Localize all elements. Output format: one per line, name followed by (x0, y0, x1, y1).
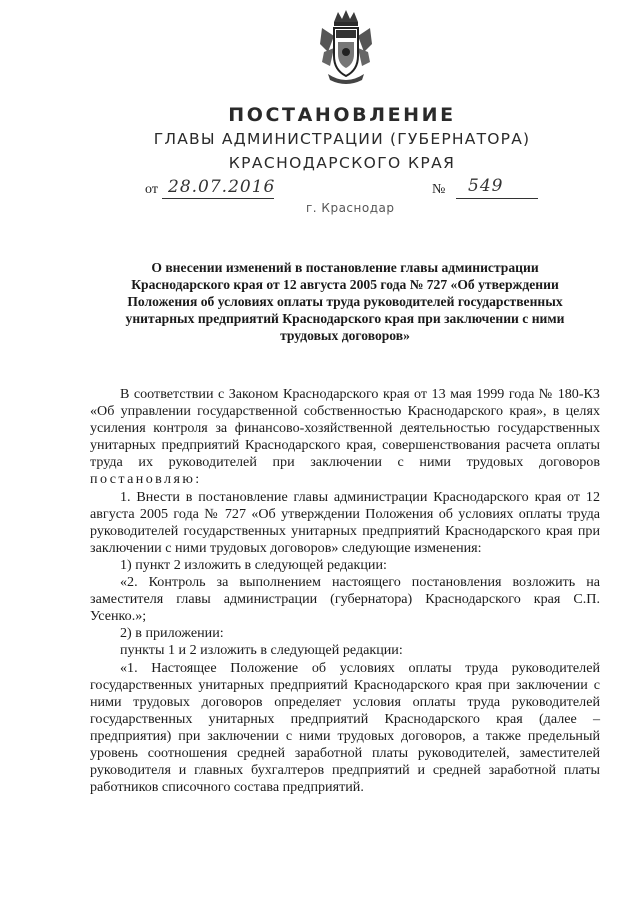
paragraph-item-1: 1. Внести в постановление главы администрации Краснодарского края от 12 августа 2005 года № 727 «Об утверждении Положения об условиях оплаты труда руководителей государственных унитарных предприятий Краснодарского края при заключении с ними трудовых договоров» следующие изменения: (90, 488, 600, 556)
document-title: О внесении изменений в постановление главы администрации Краснодарского края от 12 августа 2005 года № 727 «Об утверждении Положения об условиях оплаты труда руководителей государственных унитарных предприятий Краснодарского края при заключении с ними трудовых договоров» (125, 260, 565, 343)
paragraph-points: пункты 1 и 2 изложить в следующей редакции: (120, 642, 403, 659)
region-heading: КРАСНОДАРСКОГО КРАЯ (228, 154, 456, 172)
city-label: г. Краснодар (306, 201, 395, 215)
date-handwritten: 28.07.2016 (168, 177, 276, 197)
preamble-text: В соответствии с Законом Краснодарского края от 13 мая 1999 года № 180-КЗ «Об управлении государственной собственностью Краснодарского края», в целях усиления контроля за финансово-хозяйственной деятельностью государственных унитарных предприятий Краснодарского края, совершенствования расчета оплаты труда их руководителей при заключении с ними трудовых договоров (90, 386, 600, 471)
document-type-heading: ПОСТАНОВЛЕНИЕ (228, 104, 456, 126)
document-body (90, 386, 600, 796)
krasnodar-coat-of-arms-icon (318, 8, 374, 86)
paragraph-quote-1: «1. Настоящее Положение об условиях оплаты труда руководителей государственных унитарных предприятий Краснодарского края при заключении с ними трудовых договоров определяет условия оплаты труда руководителей государственных унитарных предприятий Краснодарского края (далее – предприятия) при заключении с ними трудовых договоров, а также предельный уровень соотношения средней заработной платы руководителей, заместителей руководителя и главных бухгалтеров предприятий и средней заработной платы работников списочного состава предприятий. (90, 659, 600, 796)
date-label: от (145, 182, 158, 197)
preamble-end: : (195, 471, 200, 488)
date-underline (162, 198, 274, 199)
resolve-word: постановляю (90, 471, 196, 488)
paragraph-quote-2: «2. Контроль за выполнением настоящего постановления возложить на заместителя главы администрации (губернатора) Краснодарского края С.П. Усенко.»; (90, 574, 600, 625)
paragraph-preamble (90, 386, 600, 489)
paragraph-subitem-2: 2) в приложении: (120, 625, 224, 642)
number-handwritten: 549 (468, 176, 504, 196)
number-underline (456, 198, 538, 199)
number-label: № (432, 182, 446, 197)
paragraph-subitem-1: 1) пункт 2 изложить в следующей редакции: (120, 556, 387, 573)
issuer-heading: ГЛАВЫ АДМИНИСТРАЦИИ (ГУБЕРНАТОРА) (153, 130, 531, 148)
